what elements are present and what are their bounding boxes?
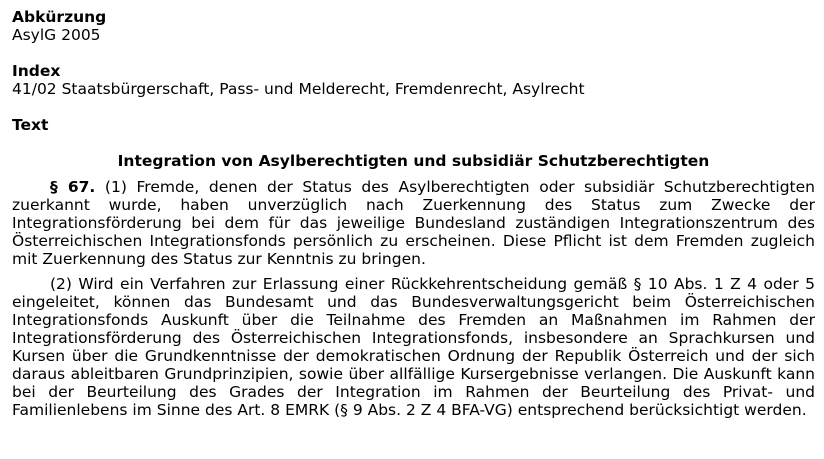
- paragraph-1: [12, 178, 815, 268]
- abkuerzung-section: [12, 8, 815, 44]
- paragraph-2-text: (2) Wird ein Verfahren zur Erlassung einer Rückkehrentscheidung gemäß § 10 Abs. 1 Z 4 oder 5 eingeleitet, können das Bundesamt und das Bundesverwaltungsgericht beim Österreichischen Integrationsfonds Auskunft über die Teilnahme des Fremden an Maßnahmen im Rahmen der Integrationsförderung des Österreichischen Integrationsfonds, insbesondere an Sprachkursen und Kursen über die Grundkenntnisse der demokratischen Ordnung der Republik Österreich und der sich daraus ableitbaren Grundprinzipien, sowie über allfällige Kursergebnisse verlangen. Die Auskunft kann bei der Beurteilung des Grades der Integration im Rahmen der Beurteilung des Privat- und Familienlebens im Sinne des Art. 8 EMRK (§ 9 Abs. 2 Z 4 BFA-VG) entsprechend berücksichtigt werden.: [12, 275, 815, 419]
- paragraph-2: [12, 275, 815, 419]
- text-section: [12, 116, 815, 419]
- text-label: Text: [12, 116, 49, 134]
- index-section: [12, 62, 815, 98]
- section-heading: Integration von Asylberechtigten und subsidiär Schutzberechtigten: [117, 152, 710, 170]
- index-value: 41/02 Staatsbürgerschaft, Pass- und Melderecht, Fremdenrecht, Asylrecht: [12, 80, 585, 98]
- paragraph-1-text: (1) Fremde, denen der Status des Asylberechtigten oder subsidiär Schutzberechtigten zuerkannt wurde, haben unverzüglich nach Zuerkennung des Status zum Zwecke der Integrationsförderung bei dem für das jeweilige Bundesland zuständigen Integrationszentrum des Österreichischen Integrationsfonds persönlich zu erscheinen. Diese Pflicht ist dem Fremden zugleich mit Zuerkennung des Status zur Kenntnis zu bringen.: [12, 178, 815, 268]
- index-label: Index: [12, 62, 61, 80]
- section-number: § 67.: [50, 178, 96, 196]
- abkuerzung-value: AsylG 2005: [12, 26, 101, 44]
- abkuerzung-label: Abkürzung: [12, 8, 107, 26]
